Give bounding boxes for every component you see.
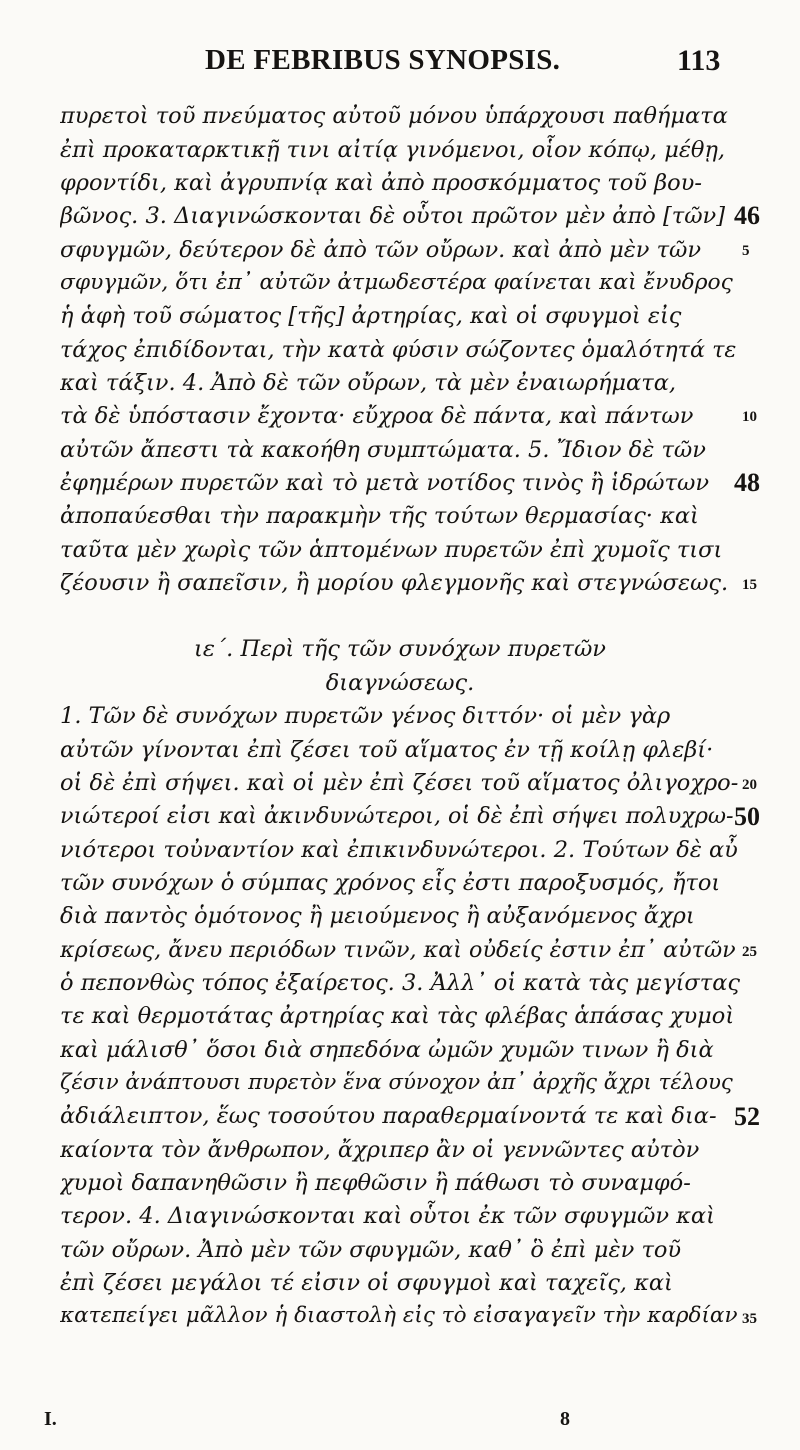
chapter-heading-cont: διαγνώσεως. xyxy=(325,670,475,696)
text-line: ἀδιάλειπτον, ἕως τοσούτου παραθερμαίνοντά τε καὶ δια- xyxy=(60,1103,717,1129)
text-line: αὐτῶν γίνονται ἐπὶ ζέσει τοῦ αἵματος ἐν τῇ κοίλῃ φλεβί· xyxy=(60,737,714,763)
text-line: καὶ τάξιν. 4. Ἀπὸ δὲ τῶν οὔρων, τὰ μὲν ἐναιωρήματα, xyxy=(60,370,677,396)
running-title: DE FEBRIBUS SYNOPSIS. xyxy=(205,44,561,76)
text-line: χυμοὶ δαπανηθῶσιν ἢ πεφθῶσιν ἢ πάθωσι τὸ συναμφό- xyxy=(60,1170,691,1196)
sheet-number: 8 xyxy=(560,1408,570,1430)
text-line: τερον. 4. Διαγινώσκονται καὶ οὗτοι ἐκ τῶν σφυγμῶν καὶ xyxy=(60,1203,715,1229)
text-line: νιώτεροί εἰσι καὶ ἀκινδυνώτεροι, οἱ δὲ ἐπὶ σήψει πολυχρω- xyxy=(60,803,734,829)
text-line: σφυγμῶν, ὅτι ἐπ᾽ αὐτῶν ἀτμωδεστέρα φαίνεται καὶ ἔνυδρος xyxy=(60,270,733,295)
text-line: ὁ πεπονθὼς τόπος ἐξαίρετος. 3. Ἀλλ᾽ οἱ κατὰ τὰς μεγίστας xyxy=(60,970,740,996)
margin-line-number: 10 xyxy=(742,409,757,425)
page-number: 113 xyxy=(677,44,721,77)
text-line: οἱ δὲ ἐπὶ σήψει. καὶ οἱ μὲν ἐπὶ ζέσει τοῦ αἵματος ὀλιγοχρο- xyxy=(60,770,739,796)
margin-line-number: 20 xyxy=(742,777,757,793)
margin-page-number: 46 xyxy=(734,201,760,230)
text-line: ἐπὶ ζέσει μεγάλοι τέ εἰσιν οἱ σφυγμοὶ καὶ ταχεῖς, καὶ xyxy=(60,1270,673,1296)
text-line: ταῦτα μὲν χωρὶς τῶν ἁπτομένων πυρετῶν ἐπὶ χυμοῖς τισι xyxy=(60,537,723,563)
text-line: σφυγμῶν, δεύτερον δὲ ἀπὸ τῶν οὔρων. καὶ ἀπὸ μὲν τῶν xyxy=(60,237,702,263)
text-line: φροντίδι, καὶ ἀγρυπνίᾳ καὶ ἀπὸ προσκόμματος τοῦ βου- xyxy=(60,170,702,196)
text-line: καὶ μάλισθ᾽ ὅσοι διὰ σηπεδόνα ὠμῶν χυμῶν τινων ἢ διὰ xyxy=(60,1037,714,1063)
text-line: τῶν οὔρων. Ἀπὸ μὲν τῶν σφυγμῶν, καθ᾽ ὃ ἐπὶ μὲν τοῦ xyxy=(60,1237,682,1263)
text-line: ζέσιν ἀνάπτουσι πυρετὸν ἕνα σύνοχον ἀπ᾽ ἀρχῆς ἄχρι τέλους xyxy=(60,1070,733,1095)
text-line xyxy=(60,1334,740,1366)
text-line: πυρετοὶ τοῦ πνεύματος αὐτοῦ μόνου ὑπάρχουσι παθήματα xyxy=(60,103,728,129)
text-line: τε καὶ θερμοτάτας ἀρτηρίας καὶ τὰς φλέβας ἁπάσας χυμοὶ xyxy=(60,1003,735,1029)
running-header xyxy=(0,44,800,84)
chapter-heading: ιε΄. Περὶ τῆς τῶν συνόχων πυρετῶν xyxy=(194,636,606,662)
text-line: καίοντα τὸν ἄνθρωπον, ἄχριπερ ἂν οἱ γεννῶντες αὐτὸν xyxy=(60,1137,700,1163)
text-line: κρίσεως, ἄνευ περιόδων τινῶν, καὶ οὐδείς ἐστιν ἐπ᾽ αὐτῶν xyxy=(60,937,736,963)
text-line: ἐφημέρων πυρετῶν καὶ τὸ μετὰ νοτίδος τινὸς ἢ ἱδρώτων xyxy=(60,470,709,496)
text-line: κατεπείγει μᾶλλον ἡ διαστολὴ εἰς τὸ εἰσαγαγεῖν τὴν καρδίαν xyxy=(60,1303,738,1328)
margin-line-number: 15 xyxy=(742,577,757,593)
margin-line-number: 35 xyxy=(742,1311,757,1327)
text-line: ἀποπαύεσθαι τὴν παρακμὴν τῆς τούτων θερμασίας· καὶ xyxy=(60,503,699,529)
text-line: τάχος ἐπιδίδονται, τὴν κατὰ φύσιν σώζοντες ὁμαλότητά τε xyxy=(60,337,737,363)
text-line: τὰ δὲ ὑπόστασιν ἔχοντα· εὔχροα δὲ πάντα, καὶ πάντων xyxy=(60,403,694,429)
margin-line-number: 5 xyxy=(742,243,750,259)
text-line: 1. Τῶν δὲ συνόχων πυρετῶν γένος διττόν· οἱ μὲν γὰρ xyxy=(60,703,671,729)
text-line: ἡ ἁφὴ τοῦ σώματος [τῆς] ἀρτηρίας, καὶ οἱ σφυγμοὶ εἰς xyxy=(60,303,682,329)
margin-page-number: 48 xyxy=(734,468,760,497)
text-line: αὐτῶν ἄπεστι τὰ κακοήθη συμπτώματα. 5. Ἴδιον δὲ τῶν xyxy=(60,437,706,463)
page-footer xyxy=(0,1408,800,1438)
text-line: ἐπὶ προκαταρκτικῇ τινι αἰτίᾳ γινόμενοι, οἷον κόπῳ, μέθῃ, xyxy=(60,137,726,163)
margin-page-number: 50 xyxy=(734,802,760,831)
volume-signature: I. xyxy=(44,1408,57,1430)
margin-line-number: 25 xyxy=(742,944,757,960)
text-line: τῶν συνόχων ὁ σύμπας χρόνος εἷς ἐστι παροξυσμός, ἤτοι xyxy=(60,870,721,896)
text-line: ζέουσιν ἢ σαπεῖσιν, ἢ μορίου φλεγμονῆς καὶ στεγνώσεως. xyxy=(60,570,729,596)
margin-page-number: 52 xyxy=(734,1102,760,1131)
text-line: βῶνος. 3. Διαγινώσκονται δὲ οὗτοι πρῶτον μὲν ἀπὸ [τῶν] xyxy=(60,203,726,229)
text-line: νιότεροι τοὐναντίον καὶ ἐπικινδυνώτεροι. 2. Τούτων δὲ αὖ xyxy=(60,837,738,863)
text-line: διὰ παντὸς ὁμότονος ἢ μειούμενος ἢ αὐξανόμενος ἄχρι xyxy=(60,903,695,929)
